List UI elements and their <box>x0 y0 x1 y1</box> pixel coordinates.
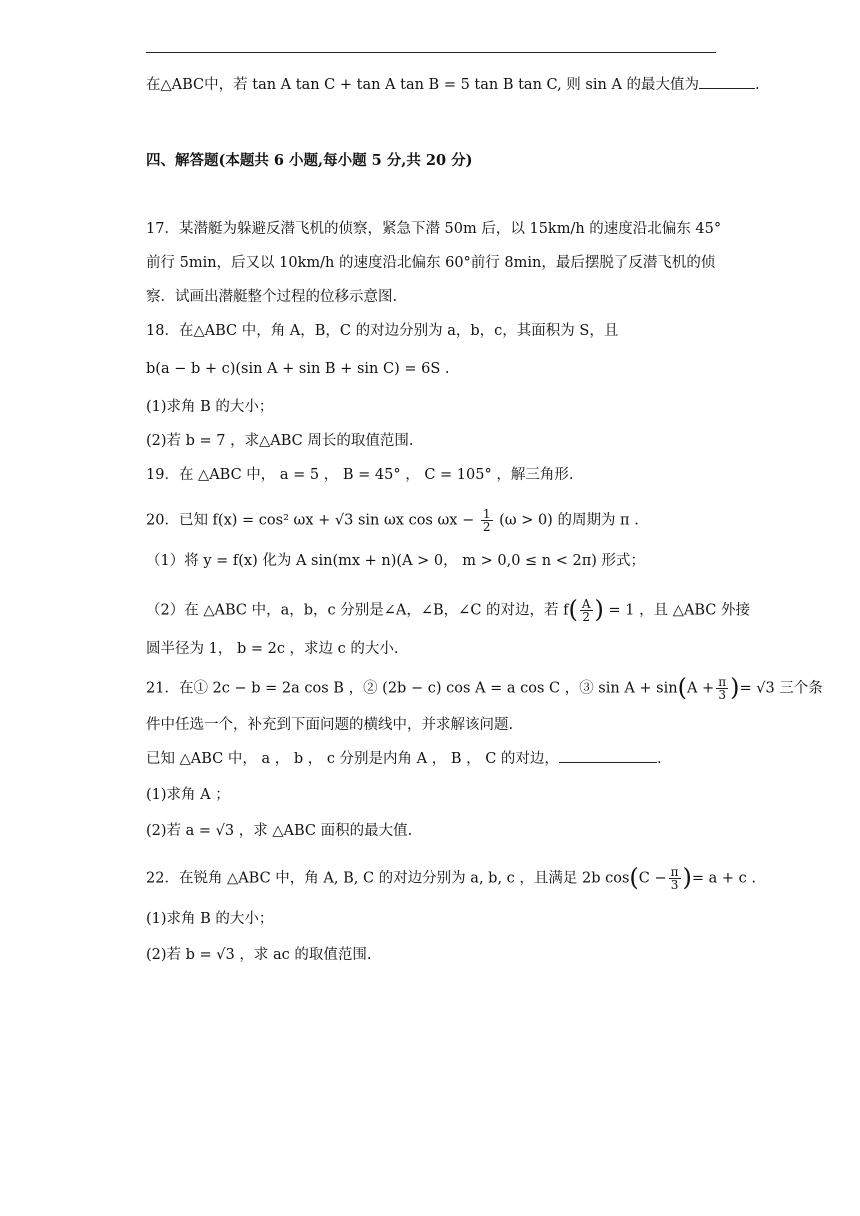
answer-blank[interactable] <box>699 76 755 89</box>
question-18-part-2: (2)若 b = 7 ，求△ABC 周长的取值范围. <box>146 433 414 449</box>
question-20-part-2-line-2: 圆半径为 1， b = 2c ，求边 c 的大小. <box>146 641 399 657</box>
question-18-line-2: b(a − b + c)(sin A + sin B + sin C) = 6S . <box>146 361 450 377</box>
question-20-part-2: （2）在 △ABC 中，a，b，c 分别是∠A，∠B，∠C 的对边，若 f( $\frac{A}{2}$ ) = 1 ，且 △ABC 外接 <box>146 595 750 624</box>
question-17-line-3: 察．试画出潜艇整个过程的位移示意图. <box>146 289 398 305</box>
fraction: $\frac{A}{2}$ <box>581 597 591 624</box>
question-17-line-1: 17．某潜艇为躲避反潜飞机的侦察，紧急下潜 50m 后，以 15km/h 的速度沿北偏东 45° <box>146 221 722 237</box>
question-22-part-2: (2)若 b = √3 ，求 ac 的取值范围. <box>146 947 372 963</box>
question-20-line-1: 20．已知 f(x) = cos² ωx + √3 sin ωx cos ωx − $\frac{1}{2}$ (ω > 0) 的周期为 π . <box>146 507 639 534</box>
header-rule <box>146 52 716 53</box>
question-21-line-1: 21．在① 2c − b = 2a cos B ，② (2b − c) cos A = a cos C ，③ sin A + sin(A + $\frac{\pi}{3}$ )= √3 三个条 <box>146 673 823 702</box>
question-20-part-1: （1）将 y = f(x) 化为 A sin(mx + n)(A > 0， m > 0,0 ≤ n < 2π) 形式； <box>146 553 646 569</box>
question-17-line-2: 前行 5min，后又以 10km/h 的速度沿北偏东 60°前行 8min，最后摆脱了反潜飞机的侦 <box>146 255 716 271</box>
question-16: 在△ABC中，若 tan A tan C + tan A tan B = 5 tan B tan C, 则 sin A 的最大值为 . <box>146 77 760 93</box>
question-21-line-2: 件中任选一个，补充到下面问题的横线中，并求解该问题. <box>146 717 514 733</box>
q16-text: 在△ABC中，若 tan A tan C + tan A tan B = 5 tan B tan C, 则 sin A 的最大值为 <box>146 77 700 93</box>
answer-blank[interactable] <box>559 750 657 763</box>
section-heading: 四、解答题(本题共 6 小题,每小题 5 分,共 20 分) <box>146 152 473 169</box>
fraction: $\frac{1}{2}$ <box>482 507 491 534</box>
question-18-part-1: (1)求角 B 的大小； <box>146 399 274 415</box>
fraction: $\frac{\pi}{3}$ <box>670 865 679 892</box>
question-22-line-1: 22．在锐角 △ABC 中，角 A, B, C 的对边分别为 a, b, c ，且满足 2b cos(C − $\frac{\pi}{3}$ )= a + c . <box>146 863 757 892</box>
question-21-part-1: (1)求角 A ； <box>146 787 230 803</box>
question-19: 19．在 △ABC 中， a = 5 ， B = 45° ， C = 105° ，解三角形. <box>146 467 574 483</box>
question-18-line-1: 18．在△ABC 中，角 A，B，C 的对边分别为 a，b，c，其面积为 S，且 <box>146 323 619 339</box>
question-22-part-1: (1)求角 B 的大小； <box>146 911 274 927</box>
question-21-line-3: 已知 △ABC 中， a ， b ， c 分别是内角 A ， B ， C 的对边， . <box>146 751 662 767</box>
question-21-part-2: (2)若 a = √3 ，求 △ABC 面积的最大值. <box>146 823 413 839</box>
fraction: $\frac{\pi}{3}$ <box>718 675 727 702</box>
